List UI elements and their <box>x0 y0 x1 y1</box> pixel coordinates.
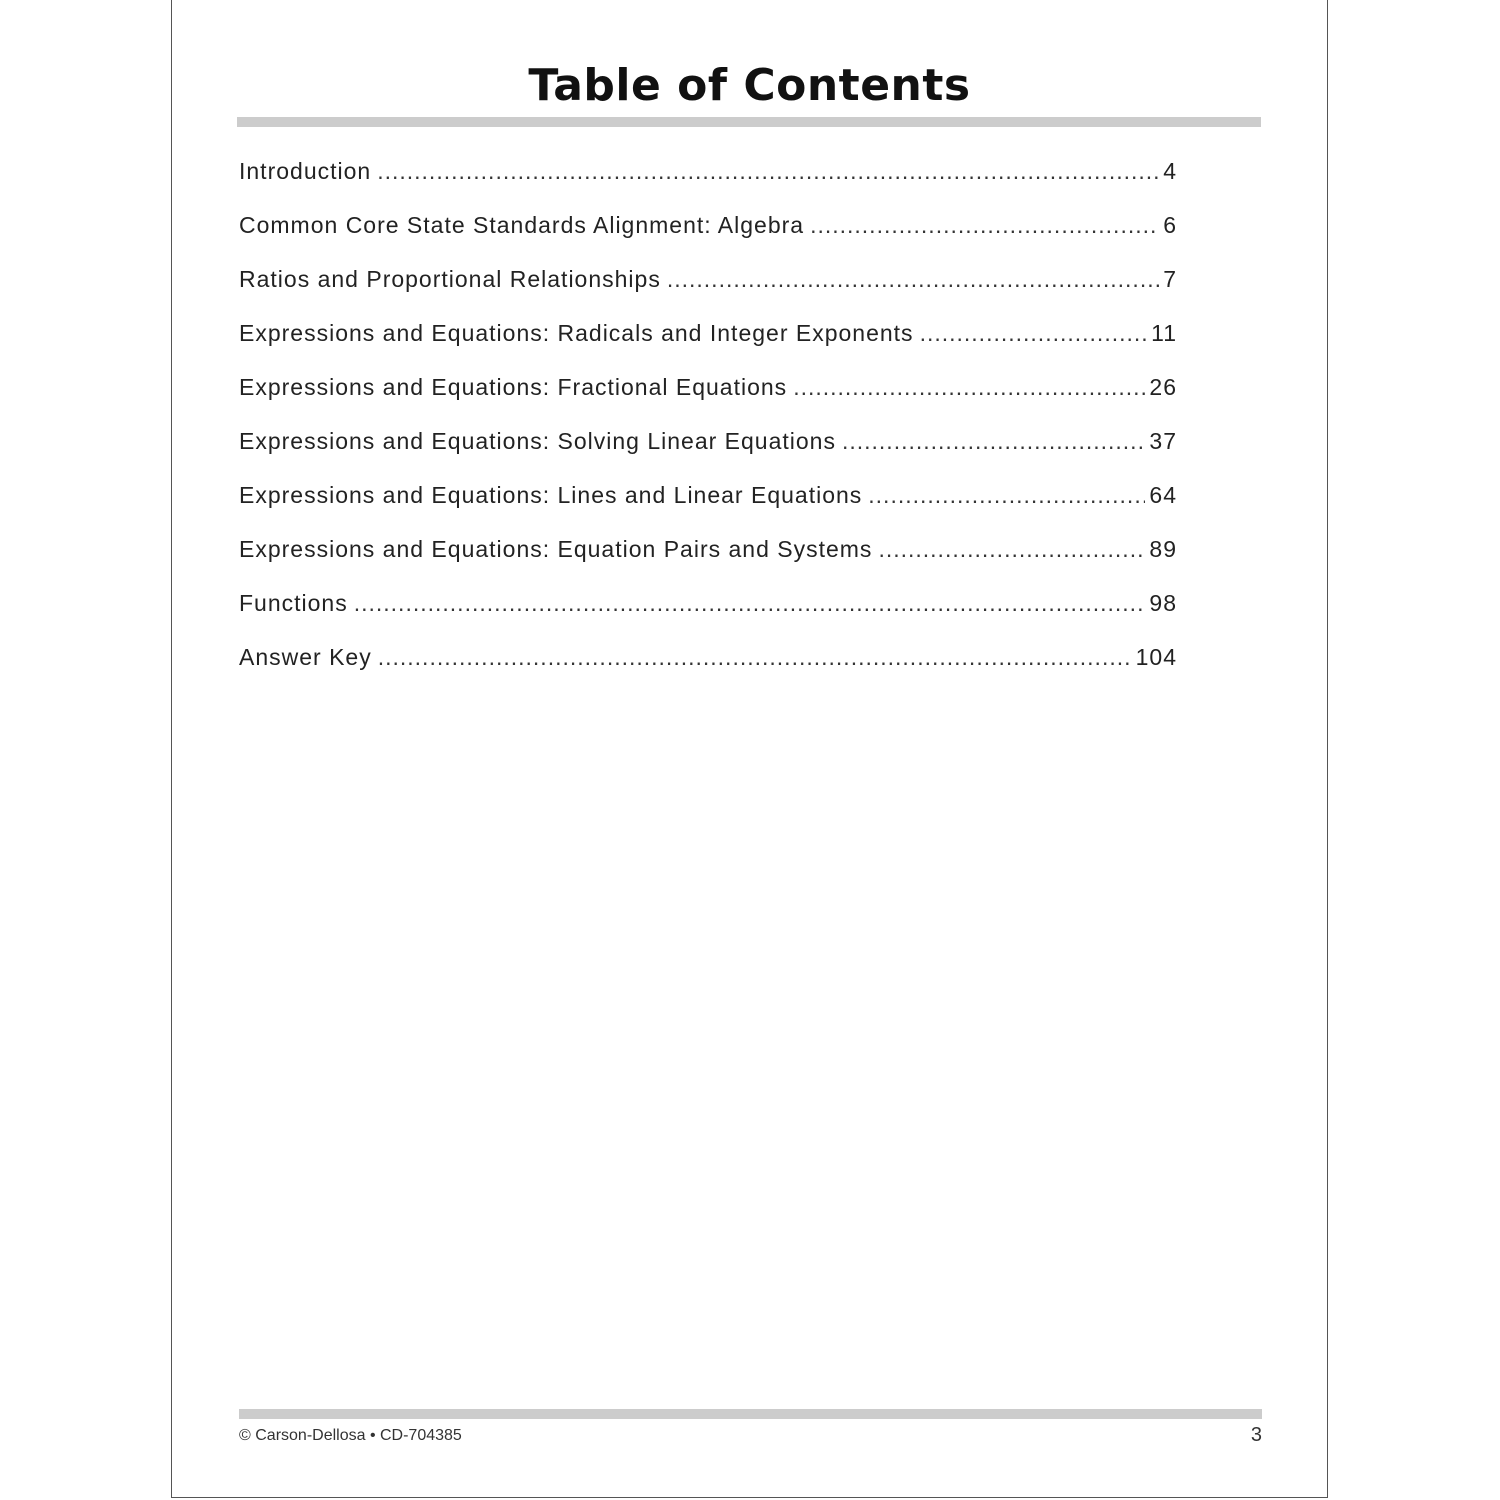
dot-leader <box>354 590 1146 617</box>
toc-entry-title: Expressions and Equations: Radicals and Integer Exponents <box>239 320 914 346</box>
dot-leader <box>878 536 1145 563</box>
toc-entry-title: Ratios and Proportional Relationships <box>239 266 661 292</box>
dot-leader <box>868 482 1145 509</box>
dot-leader <box>667 266 1159 293</box>
toc-entry-page: 11 <box>1151 320 1177 346</box>
dot-leader <box>377 158 1159 185</box>
toc-entry-page: 64 <box>1149 482 1177 508</box>
toc-entry-title: Expressions and Equations: Solving Linear Equations <box>239 428 836 454</box>
toc-entry <box>239 266 1177 320</box>
dot-leader <box>793 374 1145 401</box>
toc-entry-page: 7 <box>1163 266 1177 292</box>
toc-entry <box>239 482 1177 536</box>
toc-entry-page: 89 <box>1149 536 1177 562</box>
toc-entry-title: Expressions and Equations: Equation Pairs and Systems <box>239 536 873 562</box>
toc-entry-title: Functions <box>239 590 348 616</box>
toc-entry <box>239 644 1177 698</box>
toc-entry-page: 26 <box>1149 374 1177 400</box>
toc-entry <box>239 212 1177 266</box>
toc-entry <box>239 374 1177 428</box>
dot-leader <box>842 428 1145 455</box>
toc-entry-title: Expressions and Equations: Lines and Linear Equations <box>239 482 863 508</box>
toc-entry-title: Answer Key <box>239 644 372 670</box>
toc-entry-title: Expressions and Equations: Fractional Equations <box>239 374 788 400</box>
title-divider <box>237 117 1261 127</box>
toc-entry <box>239 590 1177 644</box>
toc-entry <box>239 428 1177 482</box>
dot-leader <box>810 212 1159 239</box>
page-title: Table of Contents <box>528 60 971 111</box>
dot-leader <box>378 644 1132 671</box>
toc-entry-page: 37 <box>1149 428 1177 454</box>
toc-entry <box>239 536 1177 590</box>
copyright-notice: © Carson-Dellosa • CD-704385 <box>239 1427 462 1444</box>
footer-divider <box>239 1409 1262 1419</box>
toc-entry-page: 4 <box>1163 158 1177 184</box>
toc-entry-title: Common Core State Standards Alignment: Algebra <box>239 212 805 238</box>
toc-entry-title: Introduction <box>239 158 372 184</box>
page-number: 3 <box>1250 1424 1262 1446</box>
table-of-contents <box>239 158 1177 698</box>
toc-entry-page: 98 <box>1149 590 1177 616</box>
toc-entry <box>239 158 1177 212</box>
toc-entry <box>239 320 1177 374</box>
dot-leader <box>920 320 1148 347</box>
toc-entry-page: 104 <box>1135 644 1177 670</box>
toc-entry-page: 6 <box>1163 212 1177 238</box>
document-page <box>171 0 1328 1498</box>
